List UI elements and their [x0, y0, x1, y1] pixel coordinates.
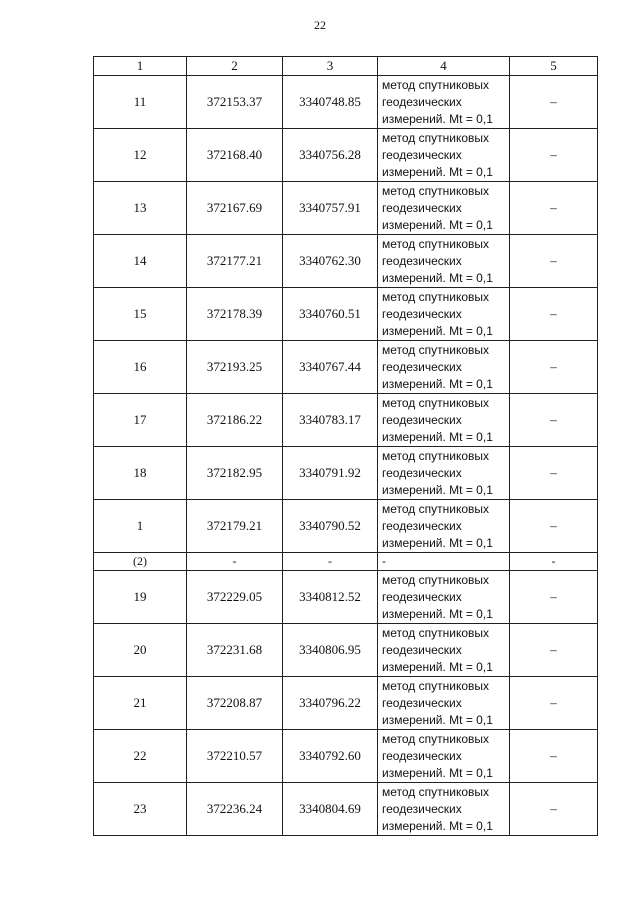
point-number-cell: 14 — [94, 235, 187, 288]
method-line: метод спутниковых — [382, 183, 490, 198]
x-coordinate-cell: 372168.40 — [187, 129, 283, 182]
y-coordinate-cell: 3340760.51 — [283, 288, 378, 341]
x-coordinate-cell: 372193.25 — [187, 341, 283, 394]
point-number-cell: 22 — [94, 730, 187, 783]
method-cell: - — [378, 553, 510, 571]
y-coordinate-cell: 3340748.85 — [283, 76, 378, 129]
description-cell: – — [510, 76, 598, 129]
table-row — [94, 783, 598, 836]
method-cell — [378, 571, 510, 624]
method-line: метод спутниковых — [382, 395, 490, 410]
description-cell: – — [510, 394, 598, 447]
y-coordinate-cell: 3340762.30 — [283, 235, 378, 288]
x-coordinate-cell: 372208.87 — [187, 677, 283, 730]
description-cell: – — [510, 783, 598, 836]
y-coordinate-cell: 3340756.28 — [283, 129, 378, 182]
point-number-cell: 18 — [94, 447, 187, 500]
table-row — [94, 76, 598, 129]
method-line: метод спутниковых — [382, 784, 490, 799]
description-cell: – — [510, 129, 598, 182]
point-number-cell: 15 — [94, 288, 187, 341]
column-header: 2 — [187, 57, 283, 76]
method-line: метод спутниковых — [382, 731, 490, 746]
method-line: измерений. Mt = 0,1 — [382, 535, 493, 550]
y-coordinate-cell: 3340812.52 — [283, 571, 378, 624]
method-line: измерений. Mt = 0,1 — [382, 111, 493, 126]
method-cell — [378, 129, 510, 182]
point-number-cell: 23 — [94, 783, 187, 836]
method-cell — [378, 677, 510, 730]
description-cell: – — [510, 730, 598, 783]
method-cell — [378, 783, 510, 836]
x-coordinate-cell: 372182.95 — [187, 447, 283, 500]
method-cell — [378, 235, 510, 288]
point-number-cell: 19 — [94, 571, 187, 624]
description-cell: – — [510, 677, 598, 730]
method-line: измерений. Mt = 0,1 — [382, 164, 493, 179]
table-row — [94, 730, 598, 783]
table-row — [94, 571, 598, 624]
method-line: измерений. Mt = 0,1 — [382, 429, 493, 444]
x-coordinate-cell: 372231.68 — [187, 624, 283, 677]
point-number-cell: 20 — [94, 624, 187, 677]
method-line: метод спутниковых — [382, 625, 490, 640]
method-line: метод спутниковых — [382, 501, 490, 516]
y-coordinate-cell: 3340783.17 — [283, 394, 378, 447]
method-cell — [378, 447, 510, 500]
description-cell: – — [510, 235, 598, 288]
point-number-cell: 12 — [94, 129, 187, 182]
x-coordinate-cell: 372179.21 — [187, 500, 283, 553]
method-cell — [378, 730, 510, 783]
point-number-cell: 16 — [94, 341, 187, 394]
table-row — [94, 624, 598, 677]
method-line: измерений. Mt = 0,1 — [382, 270, 493, 285]
method-line: метод спутниковых — [382, 678, 490, 693]
point-number-cell: 11 — [94, 76, 187, 129]
x-coordinate-cell: 372236.24 — [187, 783, 283, 836]
method-line: метод спутниковых — [382, 236, 490, 251]
method-cell — [378, 394, 510, 447]
column-header: 5 — [510, 57, 598, 76]
point-number-cell: 13 — [94, 182, 187, 235]
method-line: измерений. Mt = 0,1 — [382, 659, 493, 674]
method-line: измерений. Mt = 0,1 — [382, 376, 493, 391]
method-line: измерений. Mt = 0,1 — [382, 323, 493, 338]
x-coordinate-cell: - — [187, 553, 283, 571]
x-coordinate-cell: 372210.57 — [187, 730, 283, 783]
x-coordinate-cell: 372229.05 — [187, 571, 283, 624]
column-header: 3 — [283, 57, 378, 76]
table-row — [94, 394, 598, 447]
table-row — [94, 677, 598, 730]
table-row — [94, 500, 598, 553]
table-row — [94, 129, 598, 182]
y-coordinate-cell: 3340767.44 — [283, 341, 378, 394]
method-line: геодезических — [382, 200, 462, 215]
method-line: геодезических — [382, 589, 462, 604]
table-row — [94, 182, 598, 235]
method-line: измерений. Mt = 0,1 — [382, 606, 493, 621]
method-line: геодезических — [382, 695, 462, 710]
y-coordinate-cell: 3340790.52 — [283, 500, 378, 553]
page-number: 22 — [314, 18, 326, 32]
y-coordinate-cell: - — [283, 553, 378, 571]
point-number-cell: 17 — [94, 394, 187, 447]
table-row — [94, 341, 598, 394]
description-cell: – — [510, 182, 598, 235]
contour-separator-row — [94, 553, 598, 571]
coordinates-table — [93, 56, 598, 836]
contour-number-cell: (2) — [94, 553, 187, 571]
x-coordinate-cell: 372177.21 — [187, 235, 283, 288]
description-cell: – — [510, 571, 598, 624]
y-coordinate-cell: 3340792.60 — [283, 730, 378, 783]
x-coordinate-cell: 372167.69 — [187, 182, 283, 235]
y-coordinate-cell: 3340804.69 — [283, 783, 378, 836]
method-cell — [378, 182, 510, 235]
method-line: метод спутниковых — [382, 448, 490, 463]
method-line: измерений. Mt = 0,1 — [382, 217, 493, 232]
table-row — [94, 288, 598, 341]
y-coordinate-cell: 3340757.91 — [283, 182, 378, 235]
method-line: геодезических — [382, 253, 462, 268]
method-line: метод спутниковых — [382, 130, 490, 145]
method-cell — [378, 341, 510, 394]
method-line: геодезических — [382, 801, 462, 816]
method-cell — [378, 288, 510, 341]
method-cell — [378, 500, 510, 553]
method-line: геодезических — [382, 412, 462, 427]
description-cell: – — [510, 288, 598, 341]
method-cell — [378, 624, 510, 677]
description-cell: – — [510, 341, 598, 394]
method-line: геодезических — [382, 748, 462, 763]
point-number-cell: 21 — [94, 677, 187, 730]
method-line: метод спутниковых — [382, 289, 490, 304]
method-line: геодезических — [382, 359, 462, 374]
y-coordinate-cell: 3340806.95 — [283, 624, 378, 677]
table-row — [94, 235, 598, 288]
method-line: измерений. Mt = 0,1 — [382, 712, 493, 727]
description-cell: – — [510, 624, 598, 677]
method-line: геодезических — [382, 518, 462, 533]
method-line: геодезических — [382, 306, 462, 321]
method-line: измерений. Mt = 0,1 — [382, 818, 493, 833]
y-coordinate-cell: 3340791.92 — [283, 447, 378, 500]
method-line: метод спутниковых — [382, 342, 490, 357]
method-line: метод спутниковых — [382, 572, 490, 587]
method-cell — [378, 76, 510, 129]
description-cell: – — [510, 500, 598, 553]
x-coordinate-cell: 372153.37 — [187, 76, 283, 129]
method-line: измерений. Mt = 0,1 — [382, 765, 493, 780]
method-line: геодезических — [382, 147, 462, 162]
column-header: 4 — [378, 57, 510, 76]
x-coordinate-cell: 372178.39 — [187, 288, 283, 341]
method-line: геодезических — [382, 94, 462, 109]
header-row — [94, 57, 598, 76]
method-line: метод спутниковых — [382, 77, 490, 92]
method-line: измерений. Mt = 0,1 — [382, 482, 493, 497]
description-cell: - — [510, 553, 598, 571]
method-line: геодезических — [382, 465, 462, 480]
column-header: 1 — [94, 57, 187, 76]
table-row — [94, 447, 598, 500]
x-coordinate-cell: 372186.22 — [187, 394, 283, 447]
y-coordinate-cell: 3340796.22 — [283, 677, 378, 730]
method-line: геодезических — [382, 642, 462, 657]
point-number-cell: 1 — [94, 500, 187, 553]
description-cell: – — [510, 447, 598, 500]
